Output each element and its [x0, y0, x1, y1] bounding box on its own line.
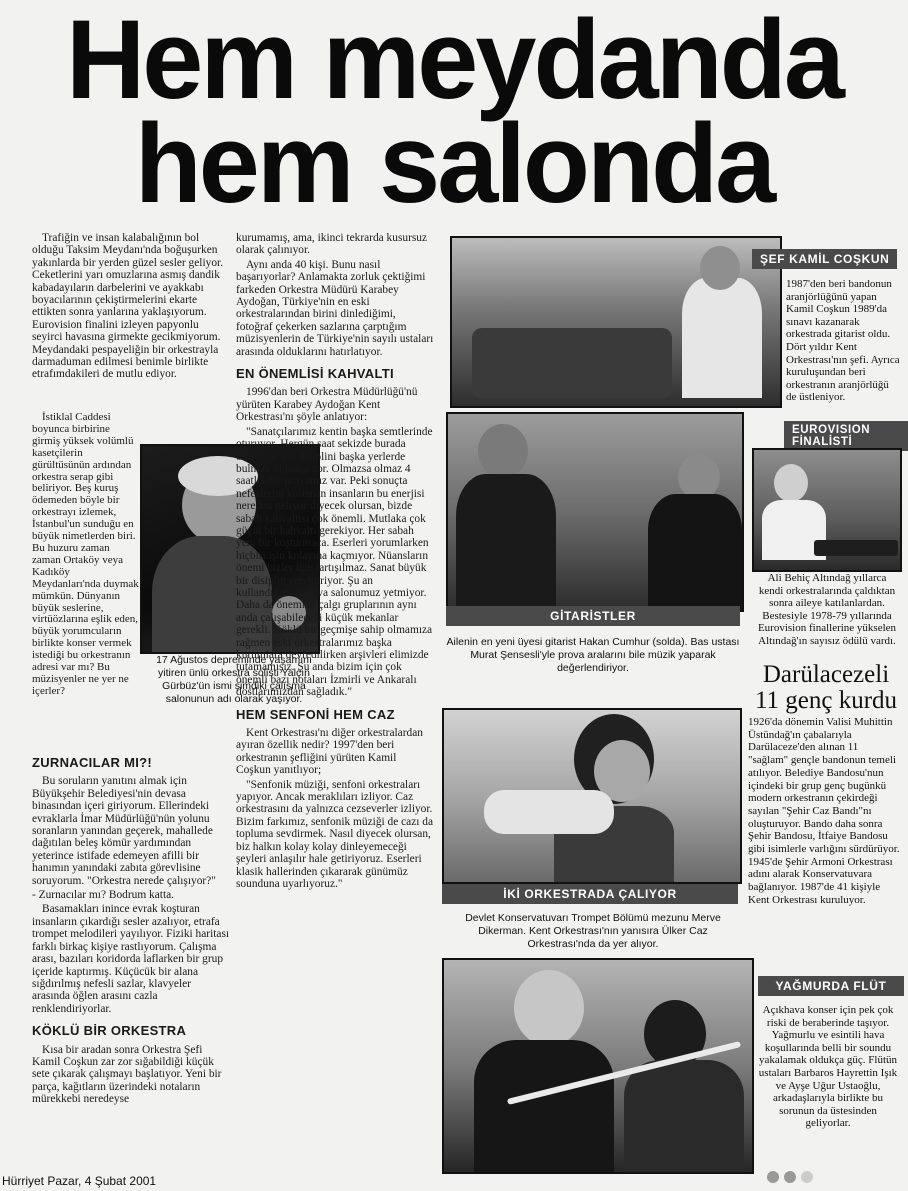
label-sef-kamil-coskun: ŞEF KAMİL COŞKUN [752, 249, 897, 269]
label-yagmurda-flut: YAĞMURDA FLÜT [758, 976, 904, 996]
headline-line-1: Hem meydanda [65, 0, 843, 122]
headline-line-2: hem salonda [134, 101, 774, 226]
label-eurovision: EUROVISION FİNALİSTİ [784, 421, 908, 451]
label-iki-orkestrada: İKİ ORKESTRADA ÇALIYOR [442, 884, 738, 904]
darulaceze-title-line-1: Darülacezeli [762, 661, 890, 688]
caption-sef: 1987'den beri bandonun aranjörlüğünü yapan Kamil Coşkun 1989'da sınavı kazanarak orkestrada gitarist oldu. Dört yıldır Kent Orkestrası'nın şefi. Ayrıca kuruluşundan beri orkestranın aranjörlüğü de üstleniyor. [786, 278, 900, 404]
page-dot [767, 1171, 779, 1183]
photo-conductor [450, 236, 782, 408]
page-dots [767, 1171, 813, 1183]
paragraph-40-kisi: Aynı anda 40 kişi. Bunu nasıl başarıyorlar? Anlamakta zorluk çektiğimi farkeden Orkestra Müdürü Karabey Aydoğan, Türkiye'nin en eski orkestralarından birini dinlediğimi, fotoğraf çekerken sazlarına çarptığım müzisyenlerin de Türkiye'nin sayılı ustaları arasında olduklarını hatırlatıyor. [236, 258, 434, 358]
photo-trumpet [442, 708, 742, 884]
paragraph-kurumamis: kurumamış, ama, ikinci tekrarda kusursuz olarak çalınıyor. [236, 232, 428, 257]
subheading-senfoni: HEM SENFONİ HEM CAZ [236, 706, 395, 722]
singer-caption: 17 Ağustos depreminde yaşamını yitiren ünlü orkestra solisti Yalçın Gürbüz'ün ismi şimdiki çalışma salonunun adı olarak yaşıyor. [156, 654, 312, 705]
article-column-1-bottom [32, 747, 230, 1108]
photo-flute [442, 958, 754, 1174]
label-gitaristler: GİTARİSTLER [446, 606, 740, 626]
photo-eurovision [752, 448, 902, 572]
page-dot [801, 1171, 813, 1183]
paragraph-zurna: Bu soruların yanıtını almak için Büyükşehir Belediyesi'nin devasa binasından içeri giriyorum. Ellerindeki evraklarla İmar Müdürlüğü'nün yolunu soranların yanından geçerek, mahallede dağıtılan beleş kömür yardımından yeterince istifade edemeyen afilli bir hanımın yanındaki zabıta görevlisine soruyorum. "Orkestra nerede çalışıyor?" [32, 775, 216, 887]
subheading-kahvalti: EN ÖNEMLİSİ KAHVALTI [236, 366, 394, 382]
paragraph-kahvalti-intro: 1996'dan beri Orkestra Müdürlüğü'nü yürüten Karabey Aydoğan Kent Orkestrası'nı şöyle anlatıyor: [236, 386, 418, 424]
caption-gitaristler: Ailenin en yeni üyesi gitarist Hakan Cumhur (solda). Bas ustası Murat Şensesli'yle prova aralarını bile müzik yaparak değerlendiriyor. [446, 636, 740, 674]
photo-guitarists [446, 412, 744, 612]
intro-paragraph: Trafiğin ve insan kalabalığının bol olduğu Taksim Meydanı'nda boğuşurken yakınlarda bir yerden güzel sesler geliyor. Ceketlerini yarı omuzlarına asmış dandik kabadayıların darbelerini ve ayakkabı boyacılarının çekiştirmelerini ekarte ettikten sonra yanlarına yaklaşıyorum. Eurovision finalini izleyen papyonlu seyirci havasına girmekte gecikmiyorum. Meydandaki pespayeliğin bir orkestrayla darmaduman edilmesi benimle birlikte etrafımdakileri de mutlu ediyor. [32, 232, 224, 381]
paragraph-senfoni-quote: "Senfonik müziği, senfoni orkestraları yapıyor. Ancak meraklıları izliyor. Caz orkestrasını da yalnızca cezseverler izliyor. Bizim farkımız, senfonik müziği de cazı da topluma sevdirmek. Nasıl diyecek olursan, biz halkın kolay kolay dinleyemeceği şeyleri anlaşılır hale getiriyoruz. Eserleri klasik hallerinden çıkararak günümüz sounduna uyarlıyoruz." [236, 778, 434, 890]
darulaceze-title-line-2: 11 genç kurdu [754, 687, 898, 714]
paragraph-istiklal: İstiklal Caddesi boyunca birbirine girmiş yüksek volümlü kasetçilerin gürültüsünün ardından orkestra serap gibi beliriyor. Beş kuruş ödemeden böyle bir orkestrayı izlemek, İstanbul'un sunduğu en büyük nimetlerden biri. Bu huzuru zaman zaman Ortaköy veya Kadıköy Meydanları'nda duymak mümkün. Dünyanın büyük seslerine, virtüözlarına eşlik eden, büyük yorumcuların birlikte konser vermek istediği bu orkestranın adresi var mı? Bu müzisyenler ne yer ne içerler? [32, 411, 139, 697]
paragraph-senfoni-intro: Kent Orkestrası'nı diğer orkestralardan ayıran özellik nedir? 1997'den beri orkestranın şefliğini yürüten Kamil Coşkun yanıtlıyor; [236, 727, 423, 777]
article-column-1-top [32, 232, 230, 383]
article-column-2-top [236, 232, 434, 892]
subheading-zurnacilar: ZURNACILAR MI?! [32, 755, 153, 770]
subheading-koklu: KÖKLÜ BİR ORKESTRA [32, 1023, 187, 1039]
paragraph-koklu: Kısa bir aradan sonra Orkestra Şefi Kamil Coşkun zar zor sığabildiği küçük sete çıkarak çalışmayı başlatıyor. Yeni bir parça, kağıtların üzerindeki notaların mürekkebi neredeyse [32, 1043, 222, 1106]
caption-yagmurda-flut: Açıkhava konser için pek çok riski de beraberinde taşıyor. Yağmurlu ve esintili hava koşullarında belli bir soundu yakalamak oldukça güç. Flütün ustaları Barbaros Hayrettin Işık ve Ayşe Uğur Ustaoğlu, arkadaşlarıyla birlikte bu sorunun da üstesinden geliyorlar. [758, 1004, 898, 1130]
paragraph-kahvalti-quote: "Sanatçılarımız kentin başka semtlerinde oturuyor. Hergün saat sekizde burada oluyorlar. Bu disiplini başka yerlerde bulmak oldukça zor. Olmazsa olmaz 4 saatlik bir provamız var. Peki sonuçta nefeslerini kullanan insanların bu enerjisi nereden geliyor diyecek olursan, bizde sabah kahvaltısı çok önemli. Mutlaka çok güçlü bir kahvaltı gerekiyor. Her sabah yeni bir koşturmaca. Eserleri yorumlarken hiçbiri işin kolayına kaçmıyor. Nüansların önemi bizler için tartışılmaz. Sanat büyük bir disiplin gerektiriyor. Şu an kullandığımız prova salonumuz yetmiyor. Daha da önemlisi çalgı gruplarının aynı anda çalışabileceği küçük mekanlar gerekli. Köklü bir geçmişe sahip olmamıza rağmen eski orkestralarımız başka kurumlara devredilirken arşivleri elimizde tutamamışız. Şu anda bizim için çok önemli bazı notaları İzmirli ve Ankaralı dostlarımızdan sağladık." [236, 425, 433, 699]
page-dot [784, 1171, 796, 1183]
paragraph-zurna-2: - Zurnacılar mı? Bodrum katta. [32, 889, 175, 902]
article-column-1-narrow [32, 412, 140, 700]
caption-eurovision: Ali Behiç Altındağ yıllarca kendi orkestralarında çaldıktan sonra aileye katılanlardan. Bestesiyle 1978-79 yıllarında Eurovision finallerine yükselen Altındağ'ın sayısız ödülü vardı. [757, 572, 897, 647]
paragraph-zurna-3: Basamakları inince evrak koşturan insanların çıkardığı sesler azalıyor, etrafa trompet melodileri yayılıyor. Fiziki haritası farklı birkaç kişiye rastlıyorum. Çalışma arası, bazıları koridorda laflarken bir grup içeride kaptırmış. Küçücük bir alana sığdırılmış nefesli sazlar, klavyeler arasında öğlen arasını cazla renklendiriyorlar. [32, 903, 230, 1015]
caption-iki-orkestrada: Devlet Konservatuvarı Trompet Bölümü mezunu Merve Dikerman. Kent Orkestrası'nın yanısıra Ülker Caz Orkestrası'nda da yer alıyor. [465, 912, 721, 950]
darulaceze-title [748, 662, 904, 714]
footer-source: Hürriyet Pazar, 4 Şubat 2001 [2, 1174, 157, 1188]
darulaceze-text: 1926'da dönemin Valisi Muhittin Üstündağ'ın çabalarıyla Darülaceze'den alınan 11 "sağlam" gençle bandonun temeli atılıyor. Belediye Bandosu'nun içindeki bir grup genç bugünkü modern orkestranın çekirdeği sayılan "Şehir Caz Bandı"nı oluşturuyor. Bando daha sonra Şehir Bandosu, İtfaiye Bandosu gibi isimlerle varlığını sürdürüyor. 1945'de Şehir Armoni Orkestrası adını alarak Konservatuvara bağlanıyor. 1987'de 41 kişiyle Kent Orkestrası kuruluyor. [748, 716, 900, 906]
